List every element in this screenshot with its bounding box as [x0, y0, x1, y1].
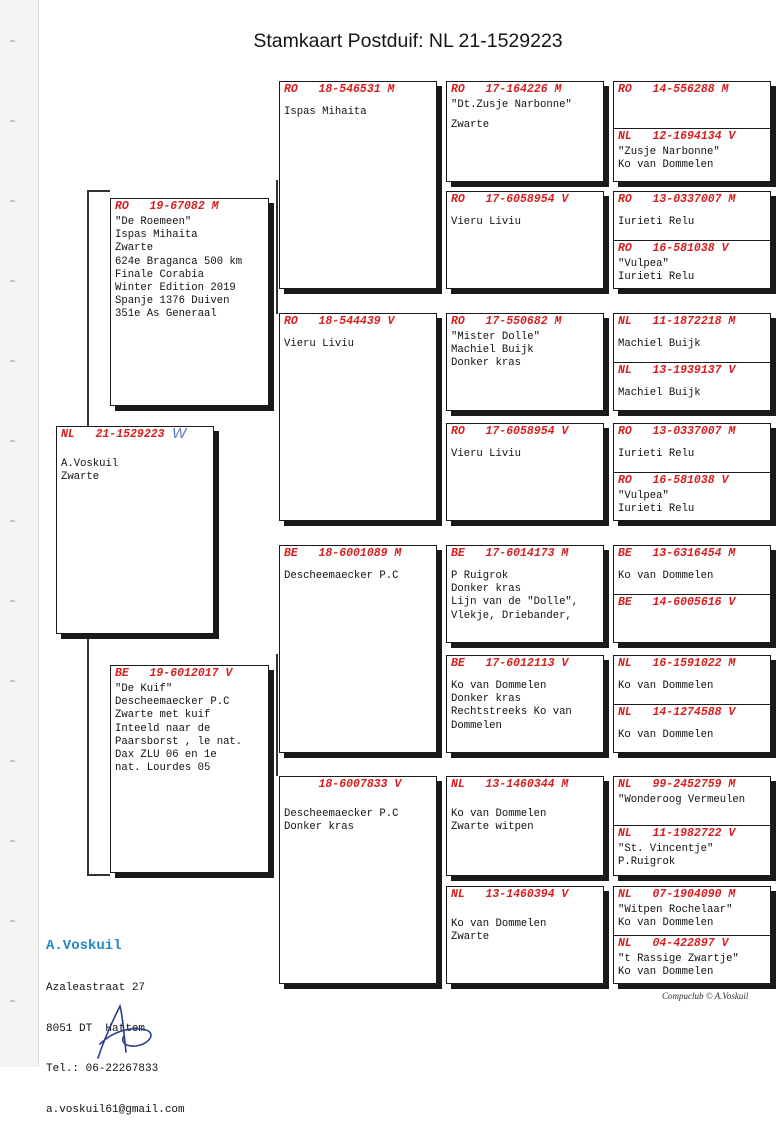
connector	[87, 634, 89, 874]
page-title: Stamkaart Postduif: NL 21-1529223	[253, 30, 563, 52]
info-line: Ko van Dommelen	[451, 808, 547, 820]
info-line: Ispas Mihaita	[115, 229, 198, 242]
info-line: Zwarte	[115, 242, 154, 255]
pedigree-box-gen3-4	[446, 423, 604, 521]
info-line: Ko van Dommelen	[618, 729, 714, 741]
ring-number: RO 16-581038 V	[618, 474, 729, 487]
info-line: Vieru Liviu	[451, 448, 521, 460]
ring-number: NL 16-1591022 M	[618, 657, 736, 670]
ring-number: RO 18-546531 M	[284, 83, 395, 96]
info-line: Dax ZLU 06 en 1e	[115, 749, 217, 762]
info-line: Ko van Dommelen	[618, 966, 714, 979]
info-line: Zwarte witpen	[451, 821, 534, 834]
ring-number: NL 13-1460394 V	[451, 888, 569, 901]
connector	[87, 190, 89, 426]
ring-number: NL 21-1529223	[61, 428, 165, 441]
pedigree-box-gen4-pair-8	[613, 886, 771, 984]
pedigree-box-mother	[110, 665, 269, 873]
info-line: Lijn van de "Dolle",	[451, 596, 579, 609]
owner-phone: Tel.: 06-22267833	[46, 1063, 159, 1075]
scan-edge-strip	[0, 0, 39, 1067]
info-line: Descheemaecker P.C	[284, 808, 399, 820]
ring-number: BE 19-6012017 V	[115, 667, 233, 680]
pedigree-box-gen4-pair-2	[613, 191, 771, 289]
info-line: "Wonderoog Vermeulen	[618, 794, 746, 806]
info-line: P Ruigrok	[451, 570, 509, 582]
pedigree-box-gen3-3	[446, 313, 604, 411]
info-line: Vieru Liviu	[284, 338, 354, 350]
info-line: Zwarte	[451, 119, 490, 132]
ring-number: BE 13-6316454 M	[618, 547, 736, 560]
pedigree-box-gen3-2	[446, 191, 604, 289]
ring-number: NL 11-1982722 V	[618, 827, 736, 840]
ring-number: RO 13-0337007 M	[618, 425, 736, 438]
info-line: Ko van Dommelen	[618, 159, 714, 172]
info-line: Iurieti Relu	[618, 448, 695, 460]
info-line: Donker kras	[451, 693, 521, 706]
pedigree-box-gen3-8	[446, 886, 604, 984]
info-line: "De Kuif"	[115, 683, 173, 695]
info-line: Donker kras	[451, 583, 521, 596]
ring-number: RO 14-556288 M	[618, 83, 729, 96]
info-line: Iurieti Relu	[618, 216, 695, 228]
info-line: Paarsborst , le nat.	[115, 735, 243, 748]
info-line: Winter Edition 2019	[115, 282, 236, 295]
ring-number: NL 14-1274588 V	[618, 706, 736, 719]
info-line: "St. Vincentje"	[618, 843, 714, 855]
connector	[87, 190, 110, 192]
info-line: Zwarte met kuif	[115, 709, 211, 722]
info-line: Vieru Liviu	[451, 216, 521, 228]
info-line: "De Roemeen"	[115, 216, 192, 228]
owner-street: Azaleastraat 27	[46, 982, 146, 994]
info-line: "Witpen Rochelaar"	[618, 904, 733, 916]
pedigree-box-pigeon	[56, 426, 214, 634]
info-line: "Dt.Zusje Narbonne"	[451, 99, 572, 111]
ring-number: RO 13-0337007 M	[618, 193, 736, 206]
info-line: "Vulpea"	[618, 490, 669, 502]
ring-number: BE 18-6001089 M	[284, 547, 402, 560]
pedigree-box-gen3-7	[446, 776, 604, 876]
info-line: P.Ruigrok	[618, 856, 676, 869]
info-line: Ko van Dommelen	[451, 918, 547, 930]
info-line: Machiel Buijk	[451, 344, 534, 357]
pedigree-box-grandsire-paternal	[279, 81, 437, 289]
info-line: Donker kras	[451, 357, 521, 370]
ring-number: RO 18-544439 V	[284, 315, 395, 328]
info-line: Spanje 1376 Duiven	[115, 295, 230, 308]
info-line: "Zusje Narbonne"	[618, 146, 720, 158]
info-line: 624e Braganca 500 km	[115, 255, 243, 268]
info-line: Zwarte	[451, 931, 490, 944]
pedigree-box-gen4-pair-3	[613, 313, 771, 411]
pedigree-box-granddam-paternal	[279, 313, 437, 521]
connector	[276, 180, 278, 314]
ring-number: NL 99-2452759 M	[618, 778, 736, 791]
ring-number: RO 19-67082 M	[115, 200, 219, 213]
ring-number: RO 17-164226 M	[451, 83, 562, 96]
ring-number: NL 13-1939137 V	[618, 364, 736, 377]
ring-number: RO 17-6058954 V	[451, 193, 569, 206]
connector	[276, 654, 278, 776]
pedigree-box-grandsire-maternal	[279, 545, 437, 753]
ring-number: RO 16-581038 V	[618, 242, 729, 255]
info-line: Machiel Buijk	[618, 387, 701, 399]
ring-number: RO 17-6058954 V	[451, 425, 569, 438]
ring-number: NL 04-422897 V	[618, 937, 729, 950]
color-line: Zwarte	[61, 471, 100, 484]
info-line: Dommelen	[451, 719, 502, 732]
pedigree-box-gen3-1	[446, 81, 604, 182]
info-line: Ko van Dommelen	[618, 917, 714, 930]
info-line: Donker kras	[284, 821, 354, 834]
info-line: Ko van Dommelen	[618, 680, 714, 692]
info-line: "t Rassige Zwartje"	[618, 953, 739, 965]
ring-number: NL 13-1460344 M	[451, 778, 569, 791]
connector	[87, 874, 110, 876]
software-credit: Compuclub © A.Voskuil	[662, 991, 749, 1001]
ring-number: BE 14-6005616 V	[618, 596, 736, 609]
owner-line: A.Voskuil	[61, 458, 119, 470]
info-line: Rechtstreeks Ko van	[451, 706, 572, 719]
info-line: 351e As Generaal	[115, 308, 217, 321]
pedigree-box-gen4-pair-5	[613, 545, 771, 643]
info-line: Ko van Dommelen	[451, 680, 547, 692]
ring-number: 18-6007833 V	[284, 778, 402, 791]
ring-number: NL 11-1872218 M	[618, 315, 736, 328]
info-line: Descheemaecker P.C	[284, 570, 399, 582]
ring-number: NL 07-1904090 M	[618, 888, 736, 901]
owner-city: 8051 DT Hattem	[46, 1022, 146, 1035]
info-line: Iurieti Relu	[618, 271, 695, 284]
ring-number: NL 12-1694134 V	[618, 130, 736, 143]
info-line: "Vulpea"	[618, 258, 669, 270]
owner-email: a.voskuil61@gmail.com	[46, 1103, 185, 1116]
info-line: Machiel Buijk	[618, 338, 701, 350]
handwritten-signature	[90, 1000, 160, 1062]
info-line: Finale Corabia	[115, 268, 205, 281]
info-line: Ko van Dommelen	[618, 570, 714, 582]
pedigree-box-gen4-pair-7	[613, 776, 771, 876]
info-line: Ispas Mihaita	[284, 106, 367, 118]
pedigree-box-gen4-pair-6	[613, 655, 771, 753]
info-line: Descheemaecker P.C	[115, 696, 230, 709]
pedigree-box-gen3-6	[446, 655, 604, 753]
ring-number: RO 17-550682 M	[451, 315, 562, 328]
info-line: Inteeld naar de	[115, 722, 211, 735]
ring-number: BE 17-6012113 V	[451, 657, 569, 670]
pedigree-box-father	[110, 198, 269, 406]
pedigree-box-gen4-pair-1	[613, 81, 771, 182]
info-line: Iurieti Relu	[618, 503, 695, 516]
info-line: "Mister Dolle"	[451, 331, 541, 343]
pedigree-box-granddam-maternal	[279, 776, 437, 984]
ring-number: BE 17-6014173 M	[451, 547, 569, 560]
owner-name: A.Voskuil	[46, 938, 122, 954]
pedigree-box-gen4-pair-4	[613, 423, 771, 521]
pedigree-box-gen3-5	[446, 545, 604, 643]
info-line: Vlekje, Driebander,	[451, 609, 572, 622]
info-line: nat. Lourdes 05	[115, 762, 211, 775]
handwritten-mark: W	[172, 425, 187, 442]
